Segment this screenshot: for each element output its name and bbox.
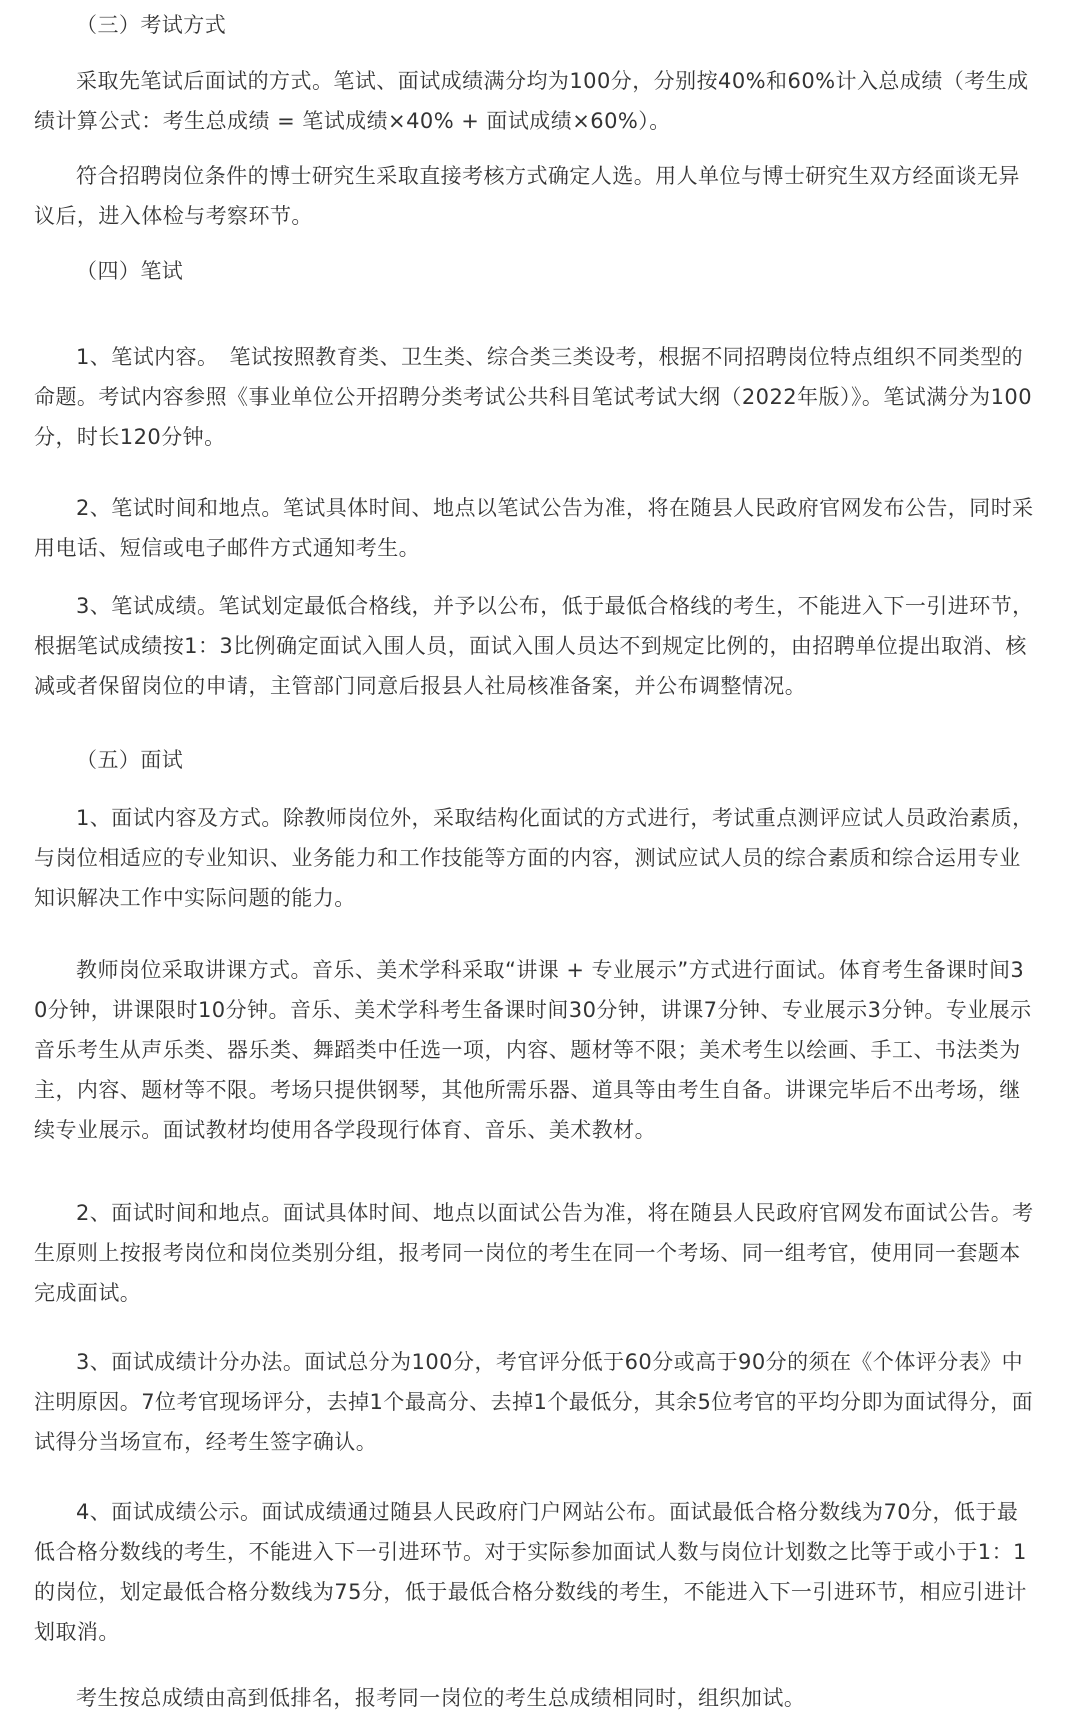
paragraph-interview-time-place: 2、面试时间和地点。面试具体时间、地点以面试公告为准，将在随县人民政府官网发布面试公告。考生原则上按报考岗位和岗位类别分组，报考同一岗位的考生在同一个考场、同一组考官，使用同一套题本完成面试。	[34, 1201, 1034, 1305]
paragraph-ranking: 考生按总成绩由高到低排名，报考同一岗位的考生总成绩相同时，组织加试。	[76, 1686, 806, 1710]
section-heading-interview: （五）面试	[76, 748, 184, 772]
paragraph-written-time-place: 2、笔试时间和地点。笔试具体时间、地点以笔试公告为准，将在随县人民政府官网发布公告，同时采用电话、短信或电子邮件方式通知考生。	[34, 496, 1034, 560]
paragraph-doctoral-assessment: 符合招聘岗位条件的博士研究生采取直接考核方式确定人选。用人单位与博士研究生双方经面谈无异议后，进入体检与考察环节。	[34, 164, 1020, 228]
paragraph-teacher-lecture: 教师岗位采取讲课方式。音乐、美术学科采取“讲课 + 专业展示”方式进行面试。体育考生备课时间30分钟，讲课限时10分钟。音乐、美术学科考生备课时间30分钟，讲课7分钟、专业展示3分钟。专业展示音乐考生从声乐类、器乐类、舞蹈类中任选一项，内容、题材等不限；美术考生以绘画、手工、书法类为主，内容、题材等不限。考场只提供钢琴，其他所需乐器、道具等由考生自备。讲课完毕后不出考场，继续专业展示。面试教材均使用各学段现行体育、音乐、美术教材。	[34, 958, 1032, 1142]
paragraph-written-score: 3、笔试成绩。笔试划定最低合格线，并予以公布，低于最低合格线的考生，不能进入下一引进环节，根据笔试成绩按1：3比例确定面试入围人员，面试入围人员达不到规定比例的，由招聘单位提出取消、核减或者保留岗位的申请，主管部门同意后报县人社局核准备案，并公布调整情况。	[34, 594, 1034, 698]
section-heading-exam-method: （三）考试方式	[76, 13, 227, 37]
paragraph-exam-method: 采取先笔试后面试的方式。笔试、面试成绩满分均为100分，分别按40%和60%计入总成绩（考生成绩计算公式：考生总成绩 = 笔试成绩×40% + 面试成绩×60%）。	[34, 69, 1029, 133]
paragraph-interview-publicity: 4、面试成绩公示。面试成绩通过随县人民政府门户网站公布。面试最低合格分数线为70分，低于最低合格分数线的考生，不能进入下一引进环节。对于实际参加面试人数与岗位计划数之比等于或小于1：1的岗位，划定最低合格分数线为75分，低于最低合格分数线的考生，不能进入下一引进环节，相应引进计划取消。	[34, 1500, 1027, 1644]
paragraph-written-content: 1、笔试内容。 笔试按照教育类、卫生类、综合类三类设考，根据不同招聘岗位特点组织不同类型的命题。考试内容参照《事业单位公开招聘分类考试公共科目笔试考试大纲（2022年版）》。笔试满分为100分，时长120分钟。	[34, 345, 1033, 449]
paragraph-interview-content: 1、面试内容及方式。除教师岗位外，采取结构化面试的方式进行，考试重点测评应试人员政治素质，与岗位相适应的专业知识、业务能力和工作技能等方面的内容，测试应试人员的综合素质和综合运用专业知识解决工作中实际问题的能力。	[34, 806, 1034, 910]
paragraph-interview-scoring: 3、面试成绩计分办法。面试总分为100分，考官评分低于60分或高于90分的须在《个体评分表》中注明原因。7位考官现场评分，去掉1个最高分、去掉1个最低分，其余5位考官的平均分即为面试得分，面试得分当场宣布，经考生签字确认。	[34, 1350, 1034, 1454]
section-heading-written-exam: （四）笔试	[76, 259, 184, 283]
